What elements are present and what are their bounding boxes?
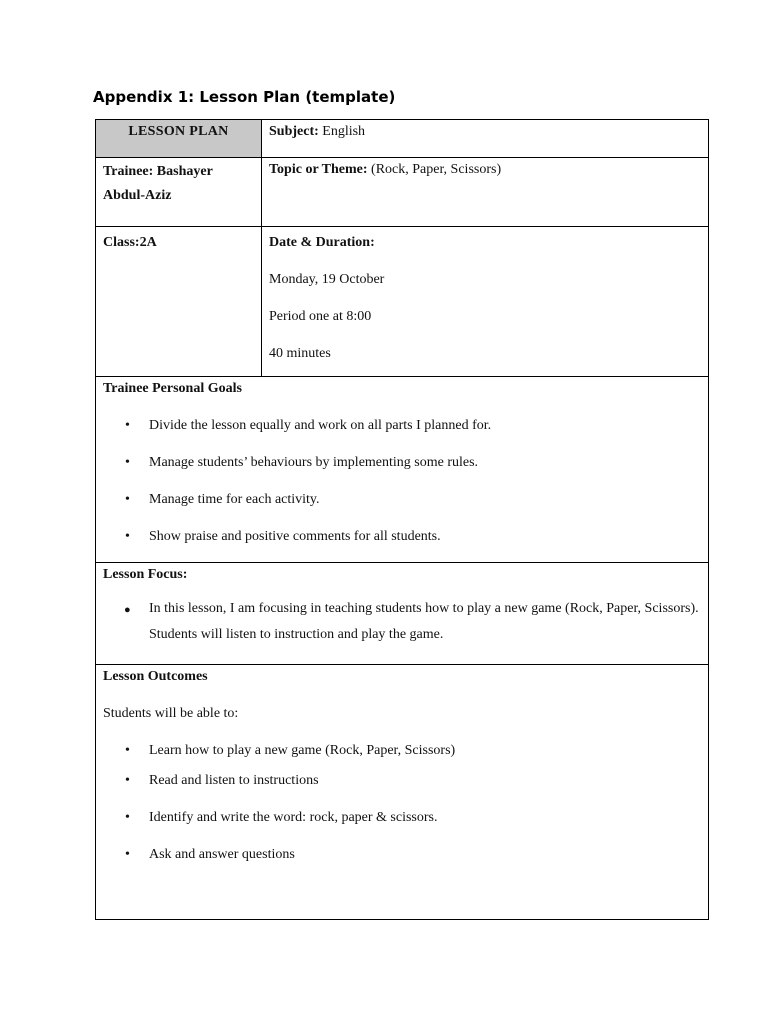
trainee-cell [96,158,262,227]
lesson-focus-list [103,596,701,648]
list-item: • Ask and answer questions [103,845,701,865]
subject-value: English [322,124,366,139]
topic-cell [262,158,709,227]
row-lesson-outcomes [96,665,709,920]
row-trainee [96,158,709,227]
class-value: 2A [139,235,157,250]
lesson-outcomes-cell [96,665,709,920]
lesson-focus-cell [96,563,709,665]
outcomes-intro: Students will be able to: [103,706,239,721]
list-item: • Manage time for each activity. [103,490,701,510]
row-lesson-focus [96,563,709,665]
date-duration-label: Date & Duration: [269,235,375,250]
topic-value: (Rock, Paper, Scissors) [371,162,502,177]
row-header [96,120,709,158]
list-item: • Learn how to play a new game (Rock, Paper, Scissors) [103,741,701,761]
row-personal-goals [96,377,709,563]
period-line: Period one at 8:00 [269,309,372,324]
lesson-plan-table [95,119,709,920]
date-line: Monday, 19 October [269,272,385,287]
row-class-date [96,227,709,377]
subject-label: Subject: [269,124,319,139]
list-item: • Show praise and positive comments for all students. [103,527,701,547]
class-label: Class: [103,235,140,250]
topic-label: Topic or Theme: [269,162,368,177]
personal-goals-label: Trainee Personal Goals [103,381,242,396]
document-heading: Appendix 1: Lesson Plan (template) [93,88,396,106]
trainee-name: Bashayer Abdul-Aziz [103,164,213,203]
list-item: • Read and listen to instructions [103,771,701,791]
lesson-focus-label: Lesson Focus: [103,567,188,582]
subject-cell [262,120,709,158]
list-item: ● In this lesson, I am focusing in teaching students how to play a new game (Rock, Paper, Scissors). Students will listen to instruction and play the game. [103,596,701,648]
personal-goals-cell [96,377,709,563]
class-cell [96,227,262,377]
lesson-outcomes-label: Lesson Outcomes [103,669,208,684]
list-item: • Manage students’ behaviours by implementing some rules. [103,453,701,473]
lesson-plan-header-cell: LESSON PLAN [96,120,262,158]
lesson-outcomes-list [103,741,701,865]
date-duration-cell [262,227,709,377]
personal-goals-list [103,416,701,547]
list-item: • Identify and write the word: rock, paper & scissors. [103,808,701,828]
list-item: • Divide the lesson equally and work on all parts I planned for. [103,416,701,436]
trainee-label: Trainee: [103,164,154,179]
duration-line: 40 minutes [269,346,331,361]
